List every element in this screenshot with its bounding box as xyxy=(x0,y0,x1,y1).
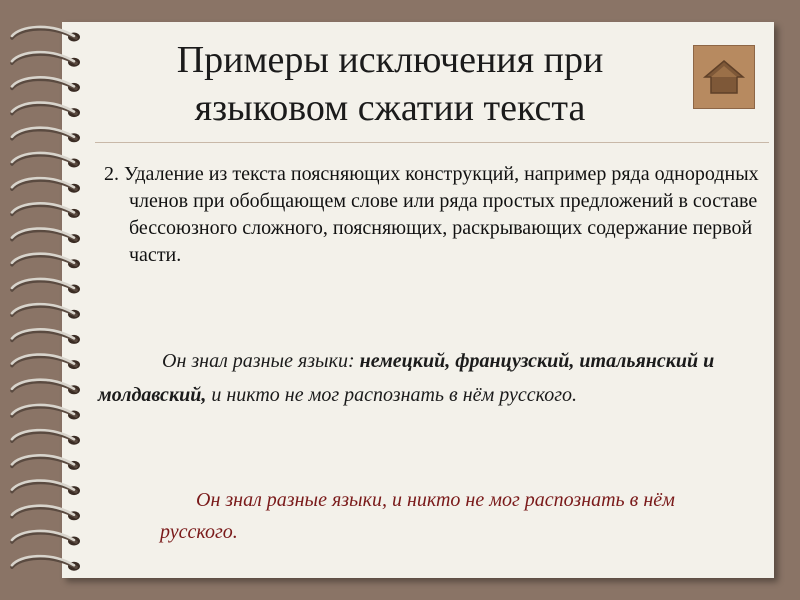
title-line-2: языковом сжатии текста xyxy=(194,87,586,129)
spiral-ring xyxy=(12,405,80,420)
spiral-ring xyxy=(12,455,80,470)
spiral-ring xyxy=(12,506,80,521)
spiral-ring xyxy=(12,77,80,92)
title-line-1: Примеры исключения при xyxy=(176,39,604,81)
spiral-ring xyxy=(12,27,80,42)
spiral-ring xyxy=(12,103,80,118)
spiral-ring xyxy=(12,531,80,546)
example-1-bold: немецкий, французский, итальянский и молдавский, xyxy=(98,350,715,406)
spiral-ring xyxy=(12,355,80,370)
example-2-text: Он знал разные языки, и никто не мог распознать в нём русского. xyxy=(160,489,675,543)
spiral-ring xyxy=(12,481,80,496)
spiral-ring xyxy=(12,178,80,193)
example-1 xyxy=(98,344,748,412)
spiral-ring xyxy=(12,203,80,218)
example-2 xyxy=(160,484,720,548)
home-glyph-icon xyxy=(702,57,746,97)
spiral-ring xyxy=(12,229,80,244)
spiral-ring xyxy=(12,304,80,319)
example-1-part2: и никто не мог распознать в нём русского. xyxy=(206,384,578,406)
spiral-ring xyxy=(12,380,80,395)
spiral-ring xyxy=(12,430,80,445)
spiral-ring xyxy=(12,153,80,168)
spiral-ring xyxy=(12,279,80,294)
rule-text: 2. Удаление из текста поясняющих конструкций, например ряда однородных членов при обобщающем слове или ряда простых предложений в составе бессоюзного сложного, поясняющих, раскрывающих содержание первой части. xyxy=(104,163,759,266)
spiral-ring xyxy=(12,556,80,571)
spiral-ring xyxy=(12,329,80,344)
example-1-part1: Он знал разные языки: xyxy=(162,350,360,372)
home-icon[interactable] xyxy=(693,45,755,109)
spiral-ring xyxy=(12,128,80,143)
title-divider xyxy=(95,142,769,143)
spiral-ring xyxy=(12,254,80,269)
spiral-ring xyxy=(12,52,80,67)
slide-title xyxy=(90,36,690,132)
